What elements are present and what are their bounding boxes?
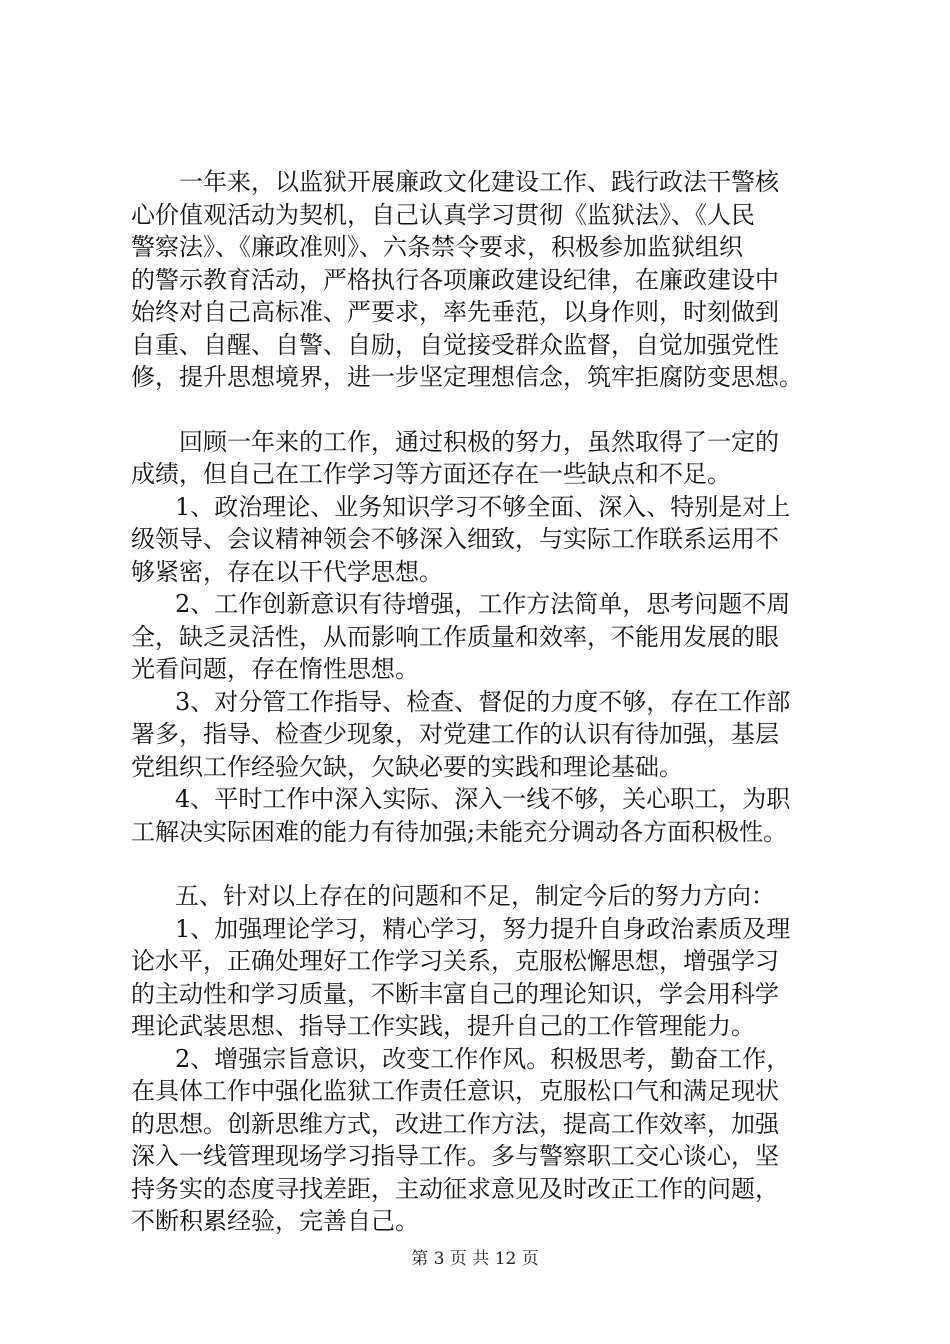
text-line: 够紧密，存在以干代学思想。 bbox=[131, 557, 443, 586]
text-line: 心价值观活动为契机，自己认真学习贯彻《监狱法》、《人民 bbox=[131, 200, 755, 229]
text-line: 光看问题，存在惰性思想。 bbox=[131, 655, 419, 683]
text-line: 警察法》、《廉政准则》、六条禁令要求，积极参加监狱组织 bbox=[131, 233, 743, 261]
text-line: 工解决实际困难的能力有待加强;未能充分调动各方面积极性。 bbox=[131, 817, 788, 846]
text-line: 2、增强宗旨意识，改变工作作风。积极思考，勤奋工作， bbox=[175, 1044, 791, 1073]
paragraph-shortcoming-3 bbox=[131, 686, 851, 784]
text-line: 回顾一年来的工作，通过积极的努力，虽然取得了一定的 bbox=[179, 427, 779, 456]
text-line: 3、对分管工作指导、检查、督促的力度不够，存在工作部 bbox=[175, 687, 791, 716]
text-line: 2、工作创新意识有待增强，工作方法简单，思考问题不周 bbox=[175, 590, 791, 618]
paragraph-shortcoming-4 bbox=[131, 783, 851, 848]
text-line: 不断积累经验，完善自己。 bbox=[131, 1207, 419, 1235]
text-line: 1、加强理论学习，精心学习，努力提升自身政治素质及理 bbox=[175, 914, 791, 943]
text-line: 持务实的态度寻找差距，主动征求意见及时改正工作的问题， bbox=[131, 1174, 779, 1203]
section-heading-direction bbox=[131, 880, 851, 913]
paragraph-shortcoming-1 bbox=[131, 491, 851, 589]
text-line: 成绩，但自己在工作学习等方面还存在一些缺点和不足。 bbox=[131, 460, 731, 488]
paragraph-gap bbox=[131, 394, 851, 426]
paragraph-shortcoming-2 bbox=[131, 588, 851, 686]
text-line: 全，缺乏灵活性，从而影响工作质量和效率，不能用发展的眼 bbox=[131, 622, 779, 651]
text-line: 1、政治理论、业务知识学习不够全面、深入、特别是对上 bbox=[175, 492, 791, 521]
paragraph-integrity bbox=[131, 166, 851, 394]
text-line: 修，提升思想境界，进一步坚定理想信念，筑牢拒腐防变思想。 bbox=[131, 363, 803, 391]
text-line: 一年来，以监狱开展廉政文化建设工作、践行政法干警核 bbox=[179, 168, 779, 196]
text-line: 深入一线管理现场学习指导工作。多与警察职工交心谈心，坚 bbox=[131, 1142, 779, 1170]
paragraph-gap bbox=[131, 848, 851, 880]
text-line: 的主动性和学习质量，不断丰富自己的理论知识，学会用科学 bbox=[131, 979, 779, 1008]
document-body bbox=[131, 166, 851, 1238]
text-line: 的思想。创新思维方式，改进工作方法，提高工作效率，加强 bbox=[131, 1109, 779, 1138]
text-line: 4、平时工作中深入实际、深入一线不够，关心职工，为职 bbox=[175, 785, 791, 813]
text-line: 理论武装思想、指导工作实践，提升自己的工作管理能力。 bbox=[131, 1012, 755, 1040]
text-line: 在具体工作中强化监狱工作责任意识，克服松口气和满足现状 bbox=[131, 1077, 779, 1105]
text-line: 党组织工作经验欠缺，欠缺必要的实践和理论基础。 bbox=[131, 752, 683, 781]
text-line: 论水平，正确处理好工作学习关系，克服松懈思想，增强学习 bbox=[131, 947, 779, 975]
text-line: 署多，指导、检查少现象，对党建工作的认识有待加强，基层 bbox=[131, 720, 779, 748]
text-line: 自重、自醒、自警、自励，自觉接受群众监督，自觉加强党性 bbox=[131, 330, 779, 359]
text-line: 级领导、会议精神领会不够深入细致，与实际工作联系运用不 bbox=[131, 525, 779, 553]
text-line: 的警示教育活动，严格执行各项廉政建设纪律，在廉政建设中 bbox=[131, 265, 779, 294]
paragraph-direction-2 bbox=[131, 1043, 851, 1238]
page-number-footer: 第 3 页 共 12 页 bbox=[411, 1249, 539, 1269]
paragraph-direction-1 bbox=[131, 913, 851, 1043]
text-line: 始终对自己高标准、严要求，率先垂范，以身作则，时刻做到 bbox=[131, 298, 779, 326]
text-line: 五、针对以上存在的问题和不足，制定今后的努力方向： bbox=[175, 882, 775, 910]
paragraph-review bbox=[131, 426, 851, 491]
